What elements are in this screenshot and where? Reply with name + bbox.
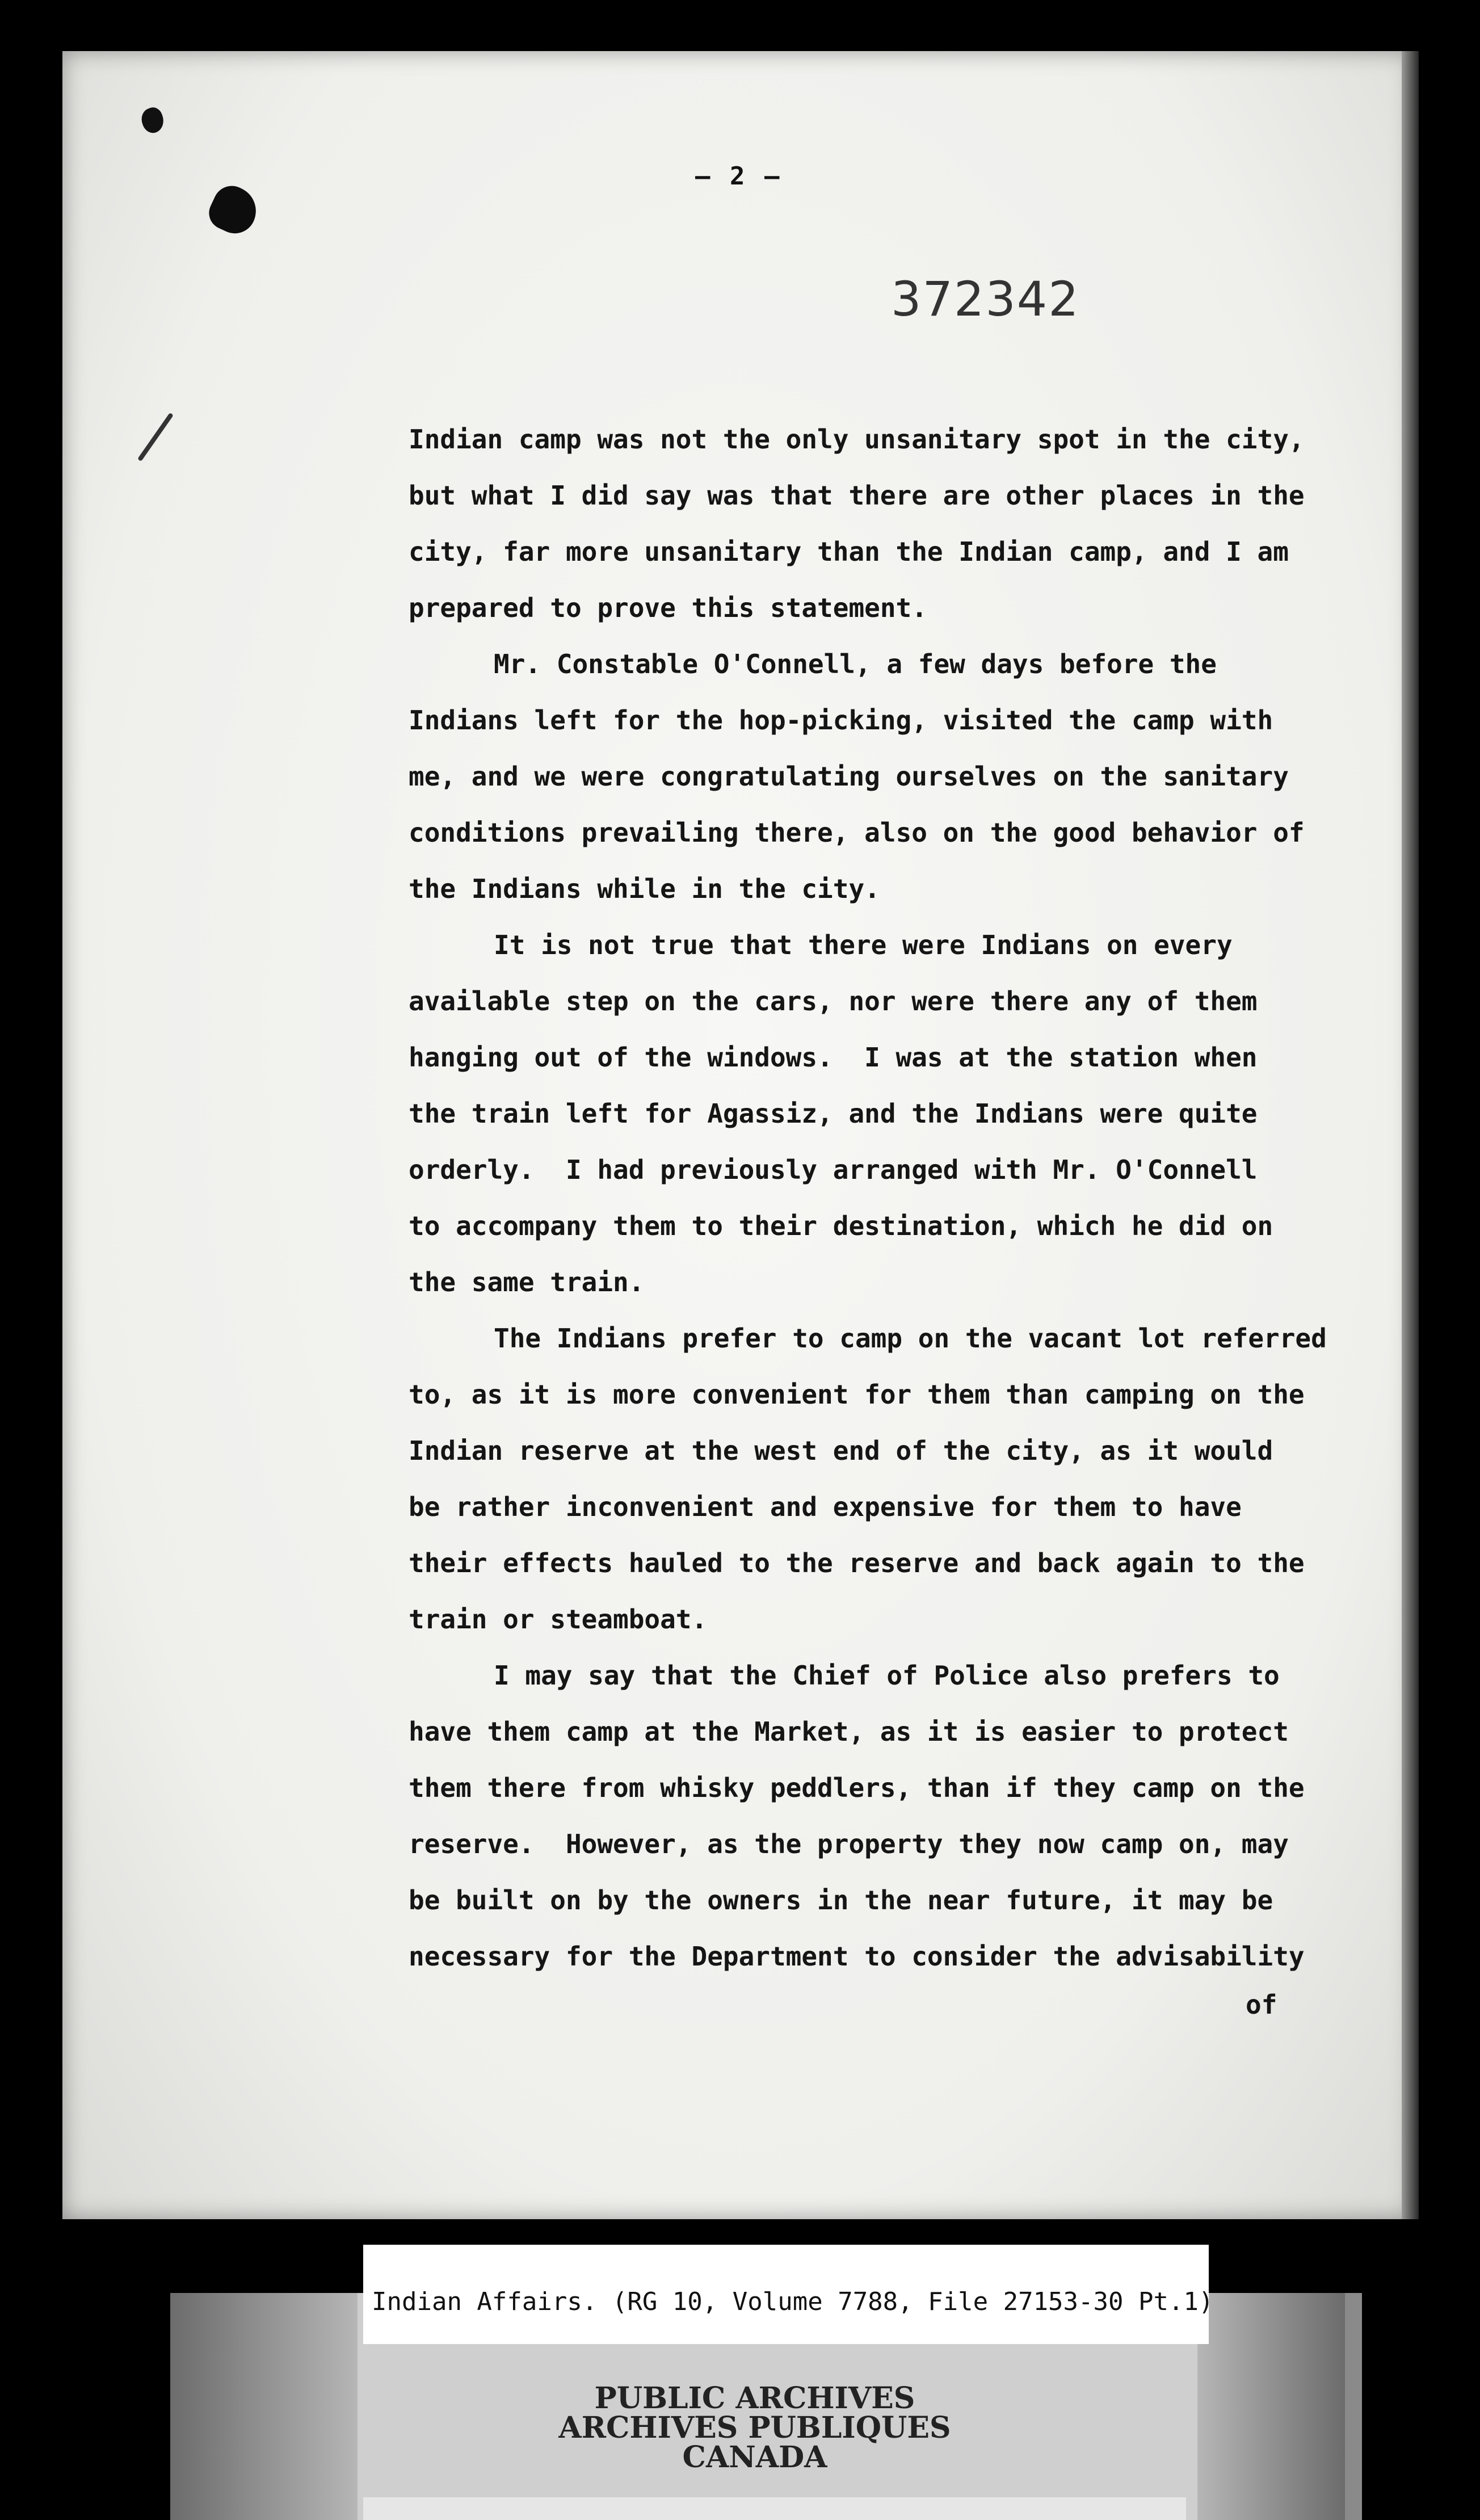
- text-line: me, and we were congratulating ourselves on the sanitary: [409, 761, 1289, 792]
- paragraph: [409, 1648, 1407, 1985]
- text-line: train or steamboat.: [409, 1604, 708, 1635]
- archive-card-shadow-right: [1197, 2293, 1345, 2520]
- archive-number-stamp: 372342: [891, 271, 1080, 327]
- archive-card-shadow-left: [170, 2293, 358, 2520]
- text-line: The Indians prefer to camp on the vacant lot referred: [494, 1323, 1327, 1354]
- text-line: to accompany them to their destination, which he did on: [409, 1211, 1273, 1241]
- text-line: the train left for Agassiz, and the Indians were quite: [409, 1098, 1258, 1129]
- text-line: hanging out of the windows. I was at the station when: [409, 1042, 1258, 1073]
- page-number: — 2 —: [695, 162, 782, 191]
- text-line: It is not true that there were Indians on every: [494, 930, 1233, 960]
- text-line: Indians left for the hop-picking, visited the camp with: [409, 705, 1273, 736]
- text-line: city, far more unsanitary than the Indian camp, and I am: [409, 536, 1289, 567]
- archives-line-en: PUBLIC ARCHIVES: [594, 2381, 915, 2416]
- archives-stamp: [545, 2381, 965, 2475]
- card-bottom-edge: [363, 2497, 1186, 2520]
- text-line: be built on by the owners in the near future, it may be: [409, 1885, 1273, 1916]
- text-line: Mr. Constable O'Connell, a few days before the: [494, 649, 1217, 679]
- text-line: necessary for the Department to consider the advisability: [409, 1941, 1305, 1972]
- text-line: Indian camp was not the only unsanitary spot in the city,: [409, 424, 1305, 455]
- text-line: reserve. However, as the property they now camp on, may: [409, 1829, 1289, 1859]
- text-line: the Indians while in the city.: [409, 873, 880, 904]
- text-line: Indian reserve at the west end of the city, as it would: [409, 1435, 1273, 1466]
- text-line: but what I did say was that there are other places in the: [409, 480, 1305, 511]
- text-line: them there from whisky peddlers, than if they camp on the: [409, 1773, 1305, 1803]
- paragraph: [409, 636, 1407, 917]
- text-line: available step on the cars, nor were there any of them: [409, 986, 1258, 1017]
- text-line: their effects hauled to the reserve and back again to the: [409, 1548, 1305, 1578]
- archives-line-fr: ARCHIVES PUBLIQUES: [558, 2410, 951, 2445]
- text-line: be rather inconvenient and expensive for them to have: [409, 1492, 1242, 1522]
- text-line: have them camp at the Market, as it is easier to protect: [409, 1716, 1289, 1747]
- catch-word: of: [1246, 1989, 1277, 2020]
- archives-line-country: CANADA: [682, 2440, 827, 2475]
- text-line: orderly. I had previously arranged with Mr. O'Connell: [409, 1154, 1258, 1185]
- letter-body: [409, 411, 1407, 1985]
- paragraph: [409, 917, 1407, 1311]
- text-line: I may say that the Chief of Police also prefers to: [494, 1660, 1280, 1691]
- text-line: to, as it is more convenient for them than camping on the: [409, 1379, 1305, 1410]
- text-line: conditions prevailing there, also on the good behavior of: [409, 817, 1305, 848]
- citation-text: Indian Affairs. (RG 10, Volume 7788, File 27153-30 Pt.1): [372, 2287, 1214, 2316]
- text-line: the same train.: [409, 1267, 645, 1297]
- paragraph: [409, 1311, 1407, 1648]
- paragraph: [409, 411, 1407, 636]
- text-line: prepared to prove this statement.: [409, 593, 927, 623]
